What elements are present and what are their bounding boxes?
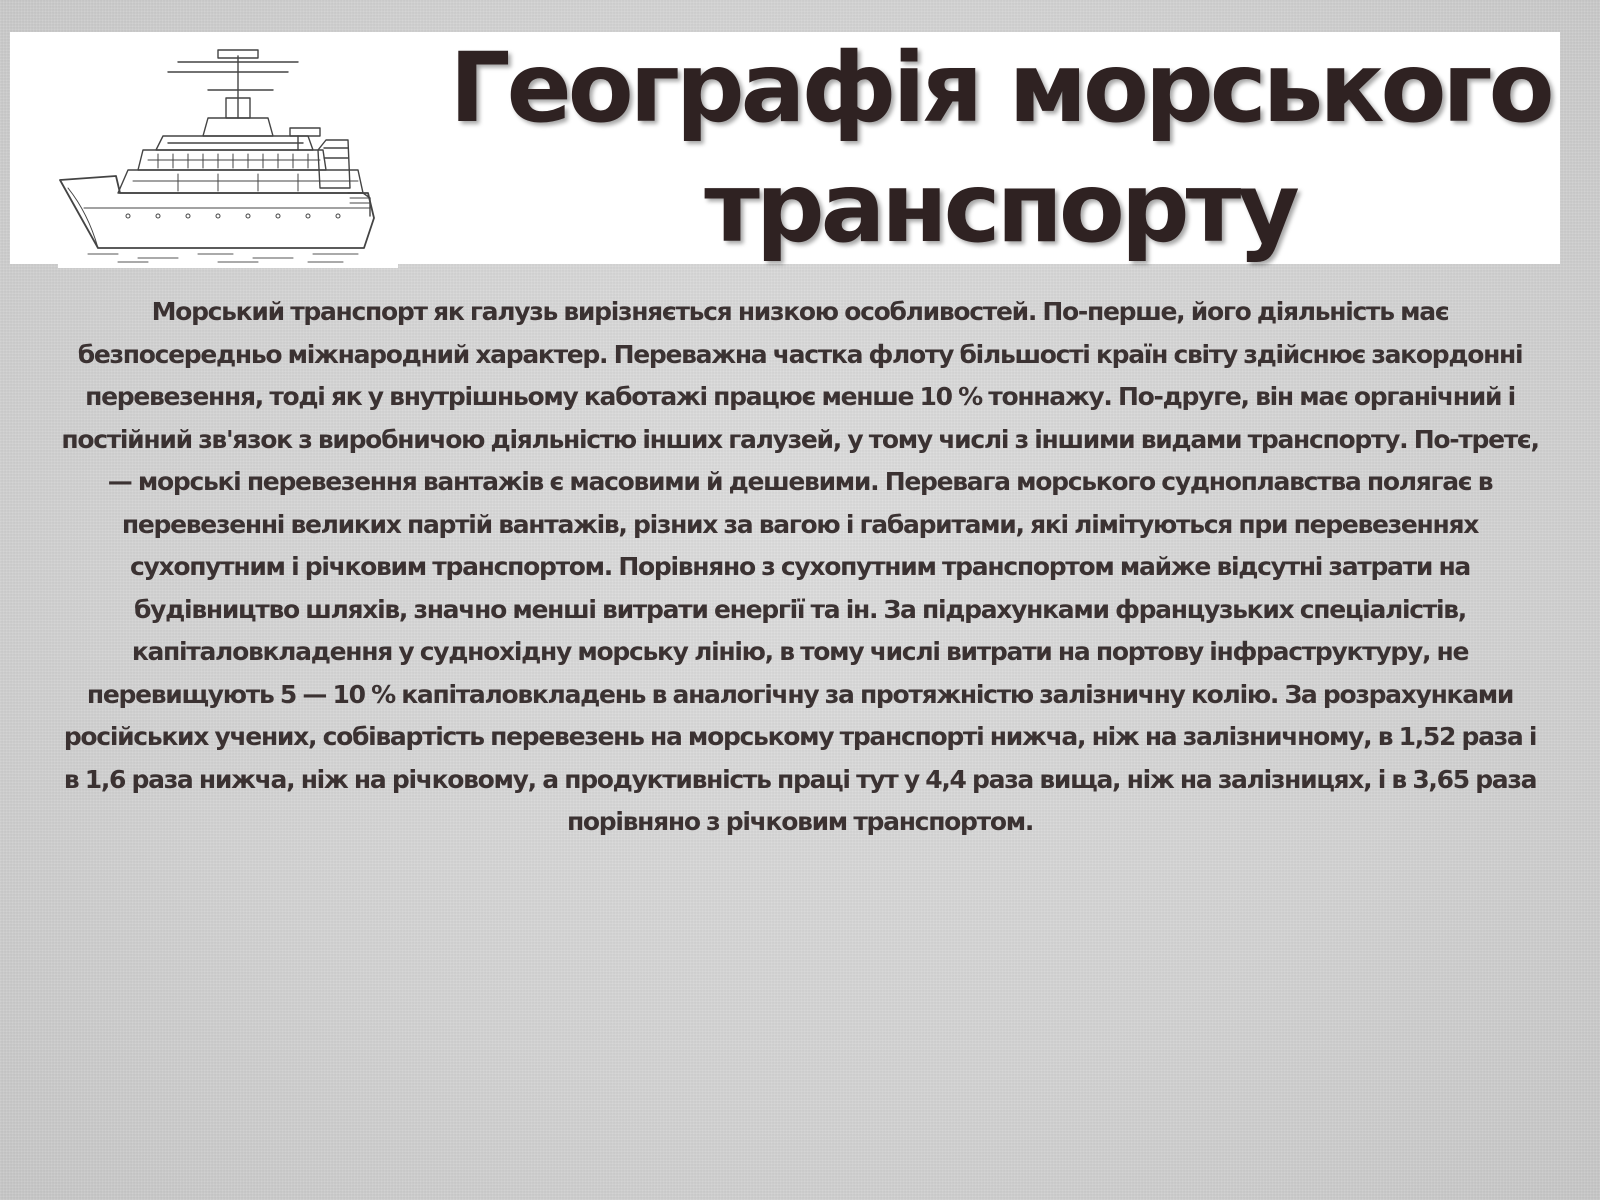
slide-title: Географія морського транспорту	[449, 32, 1551, 264]
ship-icon	[58, 48, 398, 268]
slide-body-text: Морський транспорт як галузь вирізняється низкою особливостей. По-перше, його діяльність має безпосередньо міжнародний характер. Переважна частка флоту більшості країн світу здійснює закордонні перевезення, тоді як у внутрішньому каботажі працює менше 10 % тоннажу. По-друге, він має органічний і постійний зв'язок з виробничою діяльністю інших галузей, у тому числі з іншими видами транспорту. По-третє, — морські перевезення вантажів є масовими й дешевими. Перевага морського судноплавства полягає в перевезенні великих партій вантажів, різних за вагою і габаритами, які лімітуються при перевезеннях сухопутним і річковим транспортом. Порівняно з сухопутним транспортом майже відсутні затрати на будівництво шляхів, значно менші витрати енергії та ін. За підрахунками французьких спеціалістів, капіталовкладення у суднохідну морську лінію, в тому числі витрати на портову інфраструктуру, не перевищують 5 — 10 % капіталовкладень в аналогічну за протяжністю залізничну колію. За розрахунками російських учених, собівартість перевезень на морському транспорті нижча, ніж на залізничному, в 1,52 раза і в 1,6 раза нижча, ніж на річковому, а продуктивність праці тут у 4,4 раза вища, ніж на залізницях, і в 3,65 раза порівняно з річковим транспортом.	[61, 297, 1539, 836]
